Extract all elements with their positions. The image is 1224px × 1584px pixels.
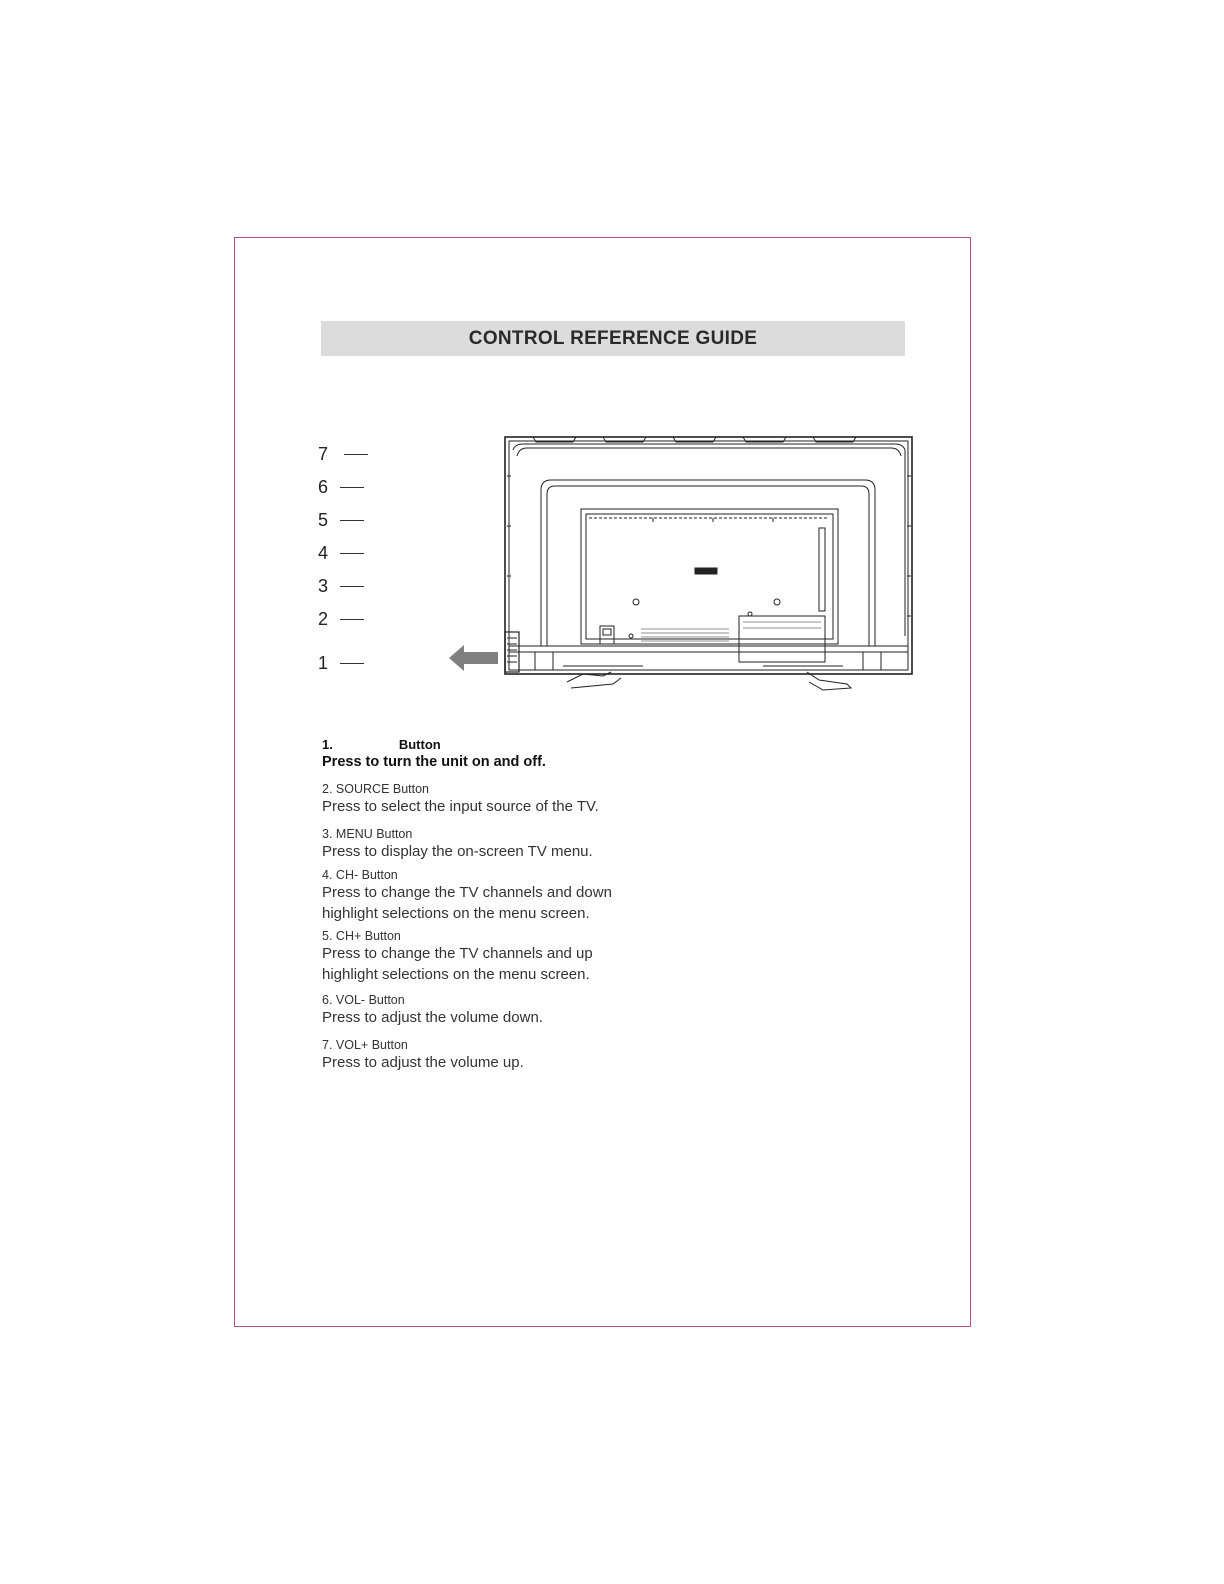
arrow-left-icon [449,645,499,671]
callout-number: 3 [318,576,329,596]
item-number: 6. [322,993,333,1007]
leader-line [340,619,364,620]
item-label: Button [398,737,441,752]
item-label: MENU Button [335,827,413,841]
leader-line [340,663,364,664]
item-description-line: highlight selections on the menu screen. [322,905,590,922]
item-description-line: highlight selections on the menu screen. [322,966,590,983]
title-bar [321,321,905,356]
callout-7 [318,444,368,465]
leader-line [340,586,364,587]
item-heading [322,868,612,882]
callout-list [318,440,378,680]
callout-6 [318,477,364,498]
item-description: Press to display the on-screen TV menu. [322,843,593,860]
leader-line [340,520,364,521]
item-heading [322,827,593,841]
list-item-source [322,782,599,817]
item-number: 1. [322,737,333,752]
item-heading [322,782,599,796]
tv-rear-view-drawing [503,436,915,696]
list-item-menu [322,827,593,862]
list-item-vol-plus [322,1038,524,1073]
item-description: Press to select the input source of the TV. [322,798,599,815]
item-heading [322,929,593,943]
item-label: VOL+ Button [335,1038,408,1052]
item-number: 3. [322,827,333,841]
callout-number: 1 [318,653,329,673]
page-title: CONTROL REFERENCE GUIDE [468,327,758,349]
callout-4 [318,543,364,564]
item-label: CH- Button [335,868,398,882]
item-number: 4. [322,868,333,882]
list-item-ch-plus [322,929,593,985]
item-number: 2. [322,782,333,796]
item-label: CH+ Button [335,929,401,943]
item-description-line: Press to change the TV channels and down [322,884,612,901]
item-description: Press to adjust the volume up. [322,1054,524,1071]
leader-line [340,487,364,488]
item-number: 7. [322,1038,333,1052]
callout-2 [318,609,364,630]
callout-1 [318,653,364,674]
leader-line [344,454,368,455]
item-description: Press to turn the unit on and off. [322,754,546,770]
item-description-line: Press to change the TV channels and up [322,945,593,962]
item-heading [322,993,543,1007]
callout-3 [318,576,364,597]
item-heading [322,737,546,752]
callout-5 [318,510,364,531]
item-label: SOURCE Button [335,782,430,796]
leader-line [340,553,364,554]
callout-number: 4 [318,543,329,563]
item-description: Press to adjust the volume down. [322,1009,543,1026]
callout-number: 6 [318,477,329,497]
item-number: 5. [322,929,333,943]
callout-number: 2 [318,609,329,629]
list-item-vol-minus [322,993,543,1028]
list-item-ch-minus [322,868,612,924]
item-heading [322,1038,524,1052]
callout-number: 5 [318,510,329,530]
callout-number: 7 [318,444,329,464]
item-label: VOL- Button [335,993,405,1007]
list-item-power [322,737,546,773]
